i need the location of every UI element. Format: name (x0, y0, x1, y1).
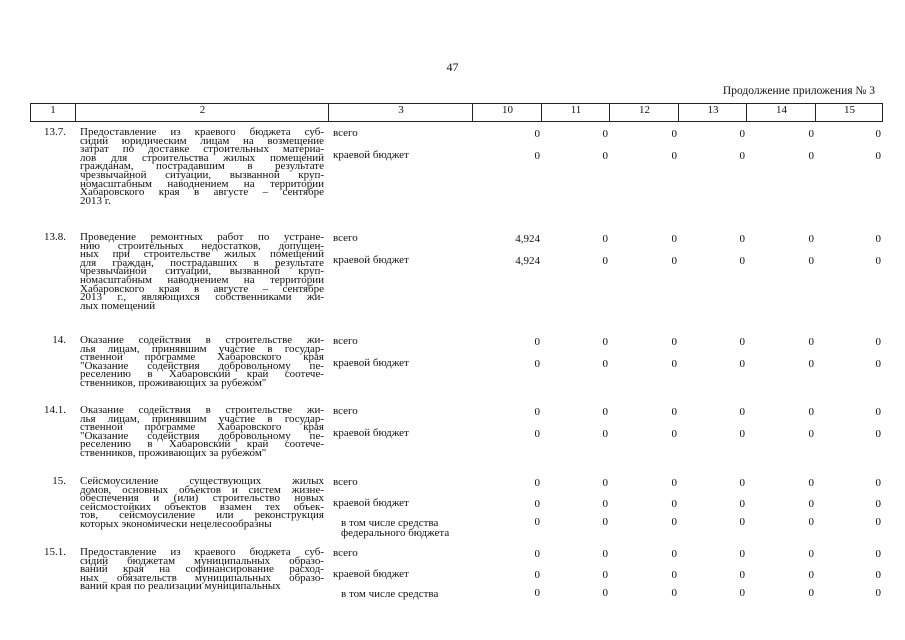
col-header-12: 12 (639, 104, 650, 116)
row-description-line: ных обязательств муниципальных образо- (80, 571, 324, 584)
value-cell: 0 (739, 233, 745, 245)
value-cell: 0 (808, 336, 814, 348)
row-description-line: которых экономически нецелесообразны (80, 518, 272, 530)
row-description-line: Оказание содействия в строительстве жи- (80, 404, 324, 416)
value-cell: 4,924 (515, 255, 540, 267)
value-cell: 0 (739, 548, 745, 560)
value-cell: 0 (739, 569, 745, 581)
col-header-10: 10 (502, 104, 513, 116)
row-description-line: ственной программе Хабаровского края (80, 351, 324, 364)
value-cell: 0 (671, 128, 677, 140)
row-description-line: сидий бюджетам муниципальных образо- (80, 554, 324, 567)
row-description-line: Предоставление из краевого бюджета суб- (80, 546, 324, 558)
value-cell: 0 (875, 128, 881, 140)
value-cell: 0 (739, 516, 745, 528)
value-cell: 0 (739, 358, 745, 370)
row-description-line: ваний края на софинансирование расход- (80, 563, 324, 576)
value-cell: 0 (808, 150, 814, 162)
value-cell: 0 (808, 128, 814, 140)
row-description-line: "Оказание содействия добровольному пе- (80, 429, 324, 442)
source-label: всего (333, 335, 358, 347)
continuation-note: Продолжение приложения № 3 (722, 85, 875, 97)
value-cell: 0 (534, 150, 540, 162)
value-cell: 0 (739, 255, 745, 267)
source-label: всего (333, 405, 358, 417)
value-cell: 0 (739, 128, 745, 140)
value-cell: 0 (534, 358, 540, 370)
row-description-line: чрезвычайной ситуации, вызванной круп- (80, 169, 324, 181)
source-label: всего (333, 232, 358, 244)
row-description-line: Предоставление из краевого бюджета суб- (80, 126, 324, 138)
row-description-line: Сейсмоусиление существующих жилых (80, 475, 324, 487)
value-cell: 0 (534, 477, 540, 489)
row-description-line: ственников, проживающих за рубежом" (80, 447, 267, 459)
row-description-line: тов, сейсмоусиление или реконструкция (80, 509, 324, 522)
value-cell: 0 (534, 428, 540, 440)
source-label: краевой бюджет (333, 149, 409, 161)
row-description-line: лья лицам, принявшим участие в государ- (80, 412, 324, 425)
value-cell: 0 (875, 406, 881, 418)
value-cell: 0 (875, 498, 881, 510)
row-number: 13.7. (44, 126, 66, 138)
col-header-1: 1 (50, 104, 56, 116)
value-cell: 0 (671, 516, 677, 528)
value-cell: 0 (602, 336, 608, 348)
row-description-line: нию строительных недостатков, допущен- (80, 239, 324, 252)
value-cell: 0 (602, 569, 608, 581)
row-description-line: лых помещений (80, 299, 156, 312)
row-description-line: ных при строительстве жилых помещений (80, 248, 324, 261)
value-cell: 0 (534, 516, 540, 528)
source-label: краевой бюджет (333, 427, 409, 439)
value-cell: 0 (875, 428, 881, 440)
row-description-line: гражданам, пострадавшим в результате (80, 160, 324, 173)
value-cell: 4,924 (515, 233, 540, 245)
value-cell: 0 (875, 548, 881, 560)
value-cell: 0 (875, 336, 881, 348)
value-cell: 0 (602, 516, 608, 528)
source-label: в том числе средства федерального бюджета (341, 517, 450, 539)
value-cell: 0 (875, 358, 881, 370)
row-description-line: Хабаровского края в августе – сентябре (80, 186, 324, 199)
row-description-line: чрезвычайной ситуации, вызванной круп- (80, 265, 324, 278)
row-description-line: "Оказание содействия добровольному пе- (80, 359, 324, 372)
value-cell: 0 (808, 498, 814, 510)
value-cell: 0 (534, 128, 540, 140)
row-number: 14.1. (44, 404, 66, 416)
row-number: 13.8. (44, 231, 66, 243)
value-cell: 0 (602, 358, 608, 370)
value-cell: 0 (739, 406, 745, 418)
row-description-line: сидий юридическим лицам на возмещение (80, 134, 324, 147)
value-cell: 0 (534, 548, 540, 560)
value-cell: 0 (534, 406, 540, 418)
value-cell: 0 (808, 548, 814, 560)
value-cell: 0 (875, 569, 881, 581)
col-header-13: 13 (707, 104, 719, 116)
value-cell: 0 (739, 336, 745, 348)
value-cell: 0 (808, 587, 814, 599)
value-cell: 0 (671, 569, 677, 581)
value-cell: 0 (602, 150, 608, 162)
value-cell: 0 (602, 233, 608, 245)
row-description-line: лов для строительства жилых помещений (80, 151, 324, 164)
value-cell: 0 (875, 150, 881, 162)
row-description-line: номасштабным наводнением на территории (80, 274, 324, 286)
row-description-line: лья лицам, принявшим участие в государ- (80, 342, 324, 355)
value-cell: 0 (534, 336, 540, 348)
row-number: 14. (52, 334, 66, 346)
value-cell: 0 (739, 428, 745, 440)
row-description-line: Оказание содействия в строительстве жи- (80, 334, 324, 346)
value-cell: 0 (808, 358, 814, 370)
row-number: 15.1. (44, 546, 66, 558)
value-cell: 0 (671, 150, 677, 162)
value-cell: 0 (671, 233, 677, 245)
source-label: краевой бюджет (333, 254, 409, 266)
value-cell: 0 (739, 150, 745, 162)
value-cell: 0 (534, 569, 540, 581)
value-cell: 0 (739, 498, 745, 510)
row-description-line: Проведение ремонтных работ по устране- (80, 231, 324, 243)
row-description-line: номасштабным наводнением на территории (80, 177, 324, 190)
value-cell: 0 (602, 498, 608, 510)
value-cell: 0 (671, 336, 677, 348)
value-cell: 0 (671, 548, 677, 560)
value-cell: 0 (808, 255, 814, 267)
source-label: краевой бюджет (333, 357, 409, 369)
value-cell: 0 (671, 406, 677, 418)
value-cell: 0 (671, 477, 677, 489)
value-cell: 0 (875, 516, 881, 528)
value-cell: 0 (602, 477, 608, 489)
value-cell: 0 (534, 587, 540, 599)
value-cell: 0 (602, 128, 608, 140)
row-description-line: ваний края по реализации муниципальных (80, 580, 281, 593)
value-cell: 0 (671, 358, 677, 370)
value-cell: 0 (808, 428, 814, 440)
value-cell: 0 (602, 587, 608, 599)
page-number: 47 (446, 60, 459, 74)
row-number: 15. (52, 475, 66, 487)
value-cell: 0 (602, 406, 608, 418)
value-cell: 0 (671, 498, 677, 510)
col-header-11: 11 (570, 104, 582, 116)
value-cell: 0 (808, 516, 814, 528)
value-cell: 0 (739, 587, 745, 599)
row-description-line: для граждан, пострадавших в результате (80, 256, 324, 269)
source-label: в том числе средства (341, 588, 439, 600)
value-cell: 0 (671, 255, 677, 267)
row-description-line: сейсмостойких объектов взамен тех объек- (80, 500, 324, 513)
row-description-line: ственной программе Хабаровского края (80, 421, 324, 434)
source-label: краевой бюджет (333, 497, 409, 509)
value-cell: 0 (808, 406, 814, 418)
value-cell: 0 (739, 477, 745, 489)
row-description-line: обеспечения и (или) строительство новых (80, 492, 324, 505)
col-header-15: 15 (844, 104, 855, 116)
col-header-3: 3 (398, 104, 404, 116)
value-cell: 0 (875, 477, 881, 489)
row-description-line: реселению в Хабаровский край соотече- (80, 368, 324, 381)
value-cell: 0 (808, 569, 814, 581)
col-header-2: 2 (199, 104, 206, 116)
row-description-line: 2013 г., являющихся собственниками жи- (80, 291, 324, 304)
row-description-line: ственников, проживающих за рубежом" (80, 377, 267, 389)
row-description-line: Хабаровского края в августе – сентябре (80, 282, 324, 295)
source-label: всего (333, 476, 358, 488)
row-description-line: затрат по доставке строительных материа- (80, 143, 324, 156)
value-cell: 0 (875, 587, 881, 599)
value-cell: 0 (602, 428, 608, 440)
value-cell: 0 (671, 428, 677, 440)
value-cell: 0 (875, 255, 881, 267)
source-label: всего (333, 127, 358, 139)
row-description-line: 2013 г. (80, 194, 111, 207)
row-description-line: домов, основных объектов и систем жизне- (80, 483, 324, 496)
col-header-14: 14 (776, 104, 787, 116)
value-cell: 0 (602, 548, 608, 560)
value-cell: 0 (875, 233, 881, 245)
value-cell: 0 (808, 233, 814, 245)
source-label: всего (333, 547, 358, 559)
row-description-line: реселению в Хабаровский край соотече- (80, 438, 324, 451)
value-cell: 0 (602, 255, 608, 267)
value-cell: 0 (671, 587, 677, 599)
value-cell: 0 (808, 477, 814, 489)
source-label: краевой бюджет (333, 568, 409, 580)
value-cell: 0 (534, 498, 540, 510)
